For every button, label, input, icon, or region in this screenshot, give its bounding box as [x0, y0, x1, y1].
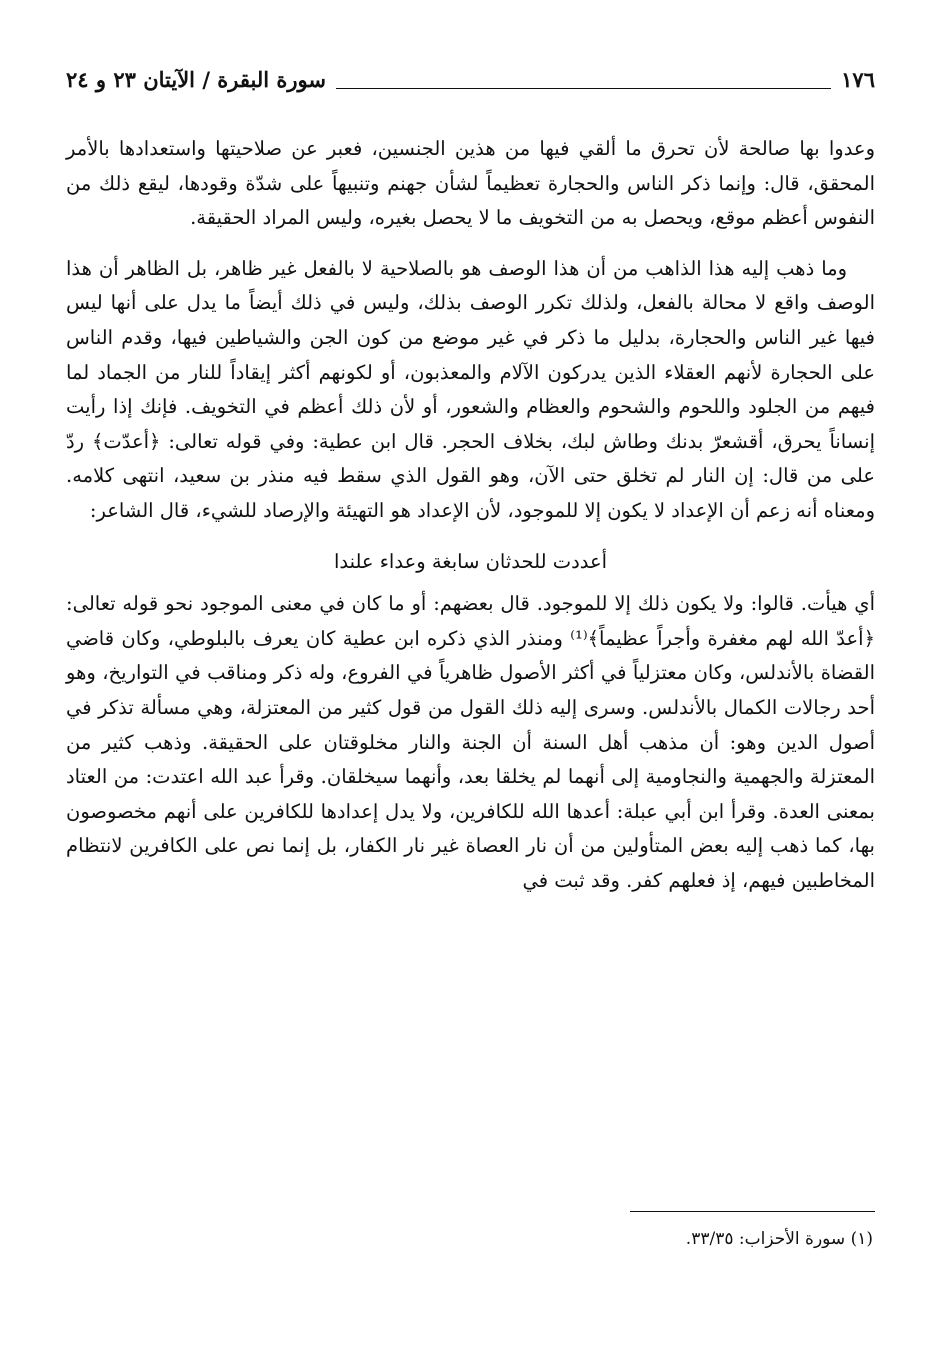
page-number: ١٧٦: [841, 66, 875, 92]
footnote-rule: [630, 1211, 875, 1212]
surah-title: سورة البقرة / الآيتان ٢٣ و ٢٤: [66, 66, 326, 92]
header-rule: [336, 88, 831, 89]
paragraph-2: وما ذهب إليه هذا الذاهب من أن هذا الوصف هو بالصلاحية لا بالفعل غير ظاهر، بل الظاهر أن هذا الوصف واقع لا محالة بالفعل، ولذلك تكرر الوصف بذلك، وليس في ذلك أيضاً ما يدل على أنها ليس فيها غير الناس والحجارة، بدليل ما ذكر في غير موضع من كون الجن والشياطين فيها، وقدم الناس على الحجارة لأنهم العقلاء الذين يدركون الآلام والمعذبون، أو لكونهم أكثر إيقاداً للنار من الجماد لما فيهم من الجلود واللحوم والشحوم والعظام والشعور، أو لأن ذلك أعظم في التخويف. فإنك إذا رأيت إنساناً يحرق، أقشعرّ بدنك وطاش لبك، بخلاف الحجر. قال ابن عطية: وفي قوله تعالى: ﴿أعدّت﴾ ردّ على من قال: إن النار لم تخلق حتى الآن، وهو القول الذي سقط فيه منذر بن سعيد، انتهى كلامه. ومعناه أنه زعم أن الإعداد لا يكون إلا للموجود، لأن الإعداد هو التهيئة والإرصاد للشيء، قال الشاعر:: [66, 256, 875, 522]
main-text: [66, 132, 875, 914]
footnote: (١) سورة الأحزاب: ٣٣/٣٥.: [685, 1229, 873, 1249]
paragraph-1: وعدوا بها صالحة لأن تحرق ما ألقي فيها من هذين الجنسين، فعبر عن صلاحيتها واستعدادها بالأمر المحقق، قال: وإنما ذكر الناس والحجارة تعظيماً لشأن جهنم وتنبيهاً على شدّة وقودها، ليقع ذلك من النفوس أعظم موقع، ويحصل به من التخويف ما لا يحصل بغيره، وليس المراد الحقيقة.: [66, 137, 875, 230]
poetry-verse: أعددت للحدثان سابغة وعداء علندا: [333, 549, 608, 573]
running-header: [66, 62, 875, 96]
paragraph-3: أي هيأت. قالوا: ولا يكون ذلك إلا للموجود. قال بعضهم: أو ما كان في معنى الموجود نحو قوله تعالى: ﴿أعدّ الله لهم مغفرة وأجراً عظيماً﴾⁽¹⁾ ومنذر الذي ذكره ابن عطية كان يعرف بالبلوطي، وكان قاضي القضاة بالأندلس، وكان معتزلياً في أكثر الأصول ظاهرياً في الفروع، وله ذكر ومناقب في التواريخ، وهو أحد رجالات الكمال بالأندلس. وسرى إليه ذلك القول من قول كثير من المعتزلة، وهي مسألة تذكر في أصول الدين وهو: أن مذهب أهل السنة أن الجنة والنار مخلوقتان على الحقيقة. وذهب كثير من المعتزلة والجهمية والنجاومية إلى أنهما لم يخلقا بعد، وأنهما سيخلقان. وقرأ عبد الله اعتدت: من العتاد بمعنى العدة. وقرأ ابن أبي عبلة: أعدها الله للكافرين، ولا يدل إعدادها للكافرين على أنهم مخصوصون بها، كما ذهب إليه بعض المتأولين من أن نار العصاة غير نار الكفار، بل إنما نص على الكافرين لانتظام المخاطبين فيهم، إذ فعلهم كفر. وقد ثبت في: [66, 592, 876, 892]
